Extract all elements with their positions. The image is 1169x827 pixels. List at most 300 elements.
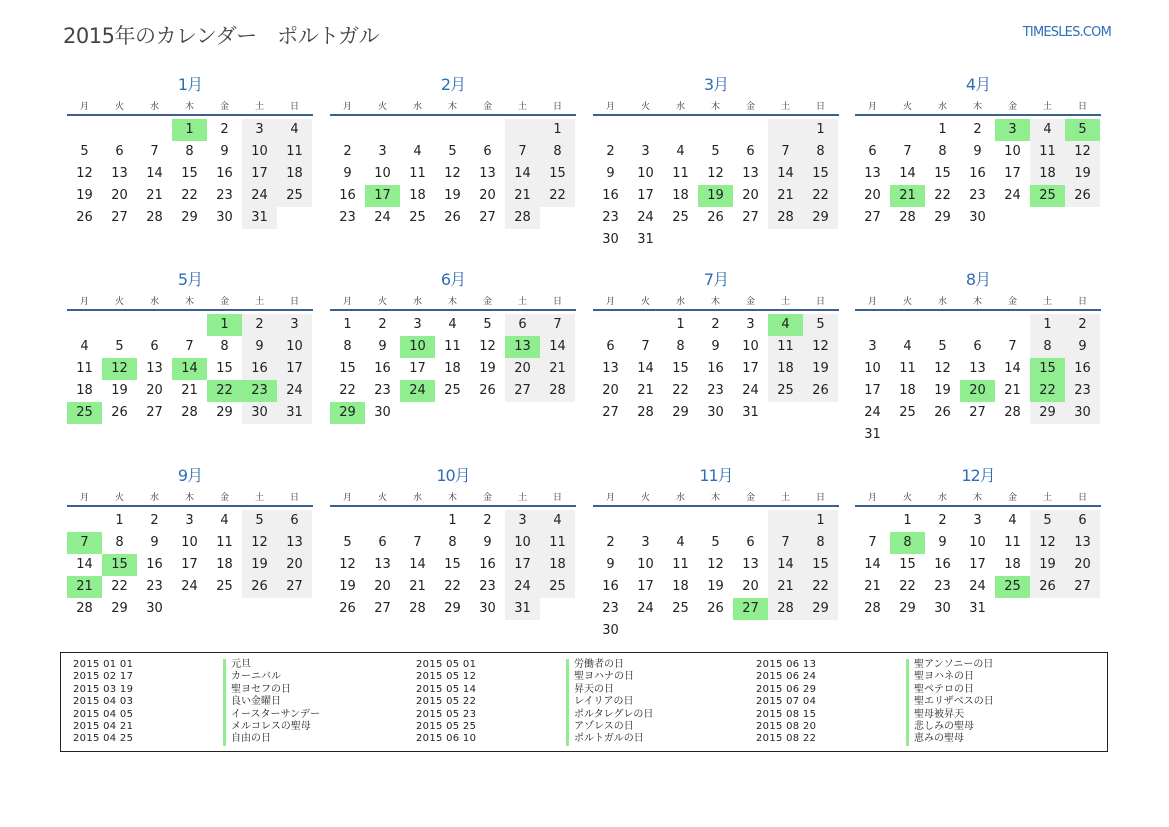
month-name: 5月 bbox=[177, 270, 203, 289]
weekday-label: 月 bbox=[79, 101, 89, 112]
weekday-header bbox=[67, 291, 313, 311]
day-cell: 25 bbox=[672, 601, 689, 616]
day-cell: 31 bbox=[742, 405, 759, 420]
weekday-label: 月 bbox=[605, 492, 615, 503]
day-cell: 21 bbox=[637, 383, 654, 398]
holiday-day-cell: 13 bbox=[505, 336, 540, 358]
holiday-name: イースターサンデー bbox=[223, 709, 320, 721]
day-grid bbox=[330, 314, 576, 424]
day-cell: 26 bbox=[479, 383, 496, 398]
empty-day-cell bbox=[890, 119, 925, 141]
day-cell: 15 bbox=[672, 361, 689, 376]
day-cell: 17 bbox=[637, 188, 654, 203]
empty-day-cell bbox=[330, 510, 365, 532]
day-cell: 22 bbox=[444, 579, 461, 594]
day-cell: 16 bbox=[707, 361, 724, 376]
day-cell: 13 bbox=[602, 361, 619, 376]
day-cell: 23 bbox=[602, 210, 619, 225]
weekday-label: 木 bbox=[710, 296, 720, 307]
day-grid bbox=[855, 510, 1101, 620]
day-cell: 28 bbox=[146, 210, 163, 225]
weekday-label: 日 bbox=[552, 101, 562, 112]
day-cell: 5 bbox=[711, 144, 720, 159]
month-name: 2月 bbox=[440, 75, 466, 94]
day-cell: 6 bbox=[973, 339, 982, 354]
weekday-label: 金 bbox=[219, 296, 229, 307]
day-cell: 20 bbox=[864, 188, 881, 203]
empty-day-cell bbox=[890, 314, 925, 336]
weekday-label: 火 bbox=[902, 101, 912, 112]
empty-day-cell bbox=[137, 314, 172, 336]
holiday-name: メルコレスの聖母 bbox=[223, 721, 311, 733]
day-cell: 21 bbox=[768, 185, 803, 207]
weekday-label: 土 bbox=[1042, 296, 1052, 307]
day-cell: 2 bbox=[938, 513, 947, 528]
day-cell: 23 bbox=[339, 210, 356, 225]
day-cell: 22 bbox=[181, 188, 198, 203]
day-cell: 17 bbox=[409, 361, 426, 376]
month-name: 11月 bbox=[699, 466, 733, 485]
holiday-date: 2015 06 24 bbox=[756, 671, 817, 683]
day-cell: 26 bbox=[803, 380, 838, 402]
day-cell: 16 bbox=[216, 166, 233, 181]
day-grid bbox=[67, 119, 313, 229]
month-block bbox=[593, 465, 839, 642]
day-cell: 26 bbox=[934, 405, 951, 420]
holiday-name: 聖アンソニーの日 bbox=[906, 659, 993, 671]
day-cell: 11 bbox=[672, 557, 689, 572]
day-cell: 2 bbox=[483, 513, 492, 528]
day-cell: 12 bbox=[1065, 141, 1100, 163]
weekday-label: 木 bbox=[710, 492, 720, 503]
month-name: 12月 bbox=[961, 466, 995, 485]
day-cell: 22 bbox=[899, 579, 916, 594]
holiday-date: 2015 02 17 bbox=[73, 671, 134, 683]
holiday-date: 2015 03 19 bbox=[73, 683, 134, 695]
day-cell: 26 bbox=[707, 210, 724, 225]
legend-row bbox=[756, 684, 994, 696]
day-cell: 4 bbox=[1008, 513, 1017, 528]
weekday-header bbox=[855, 487, 1101, 507]
day-cell: 2 bbox=[1065, 314, 1100, 336]
day-cell: 7 bbox=[903, 144, 912, 159]
holiday-date: 2015 05 12 bbox=[416, 671, 477, 683]
day-cell: 12 bbox=[479, 339, 496, 354]
day-cell: 23 bbox=[216, 188, 233, 203]
day-cell: 5 bbox=[1030, 510, 1065, 532]
empty-day-cell bbox=[172, 314, 207, 336]
day-cell: 11 bbox=[899, 361, 916, 376]
day-grid bbox=[855, 314, 1101, 446]
day-cell: 4 bbox=[80, 339, 89, 354]
weekday-label: 月 bbox=[342, 101, 352, 112]
day-grid bbox=[593, 510, 839, 642]
holiday-name: 聖ペテロの日 bbox=[906, 684, 974, 696]
day-cell: 25 bbox=[277, 185, 312, 207]
day-cell: 8 bbox=[448, 535, 457, 550]
day-cell: 8 bbox=[220, 339, 229, 354]
day-cell: 21 bbox=[864, 579, 881, 594]
weekday-label: 金 bbox=[219, 492, 229, 503]
day-cell: 19 bbox=[242, 554, 277, 576]
day-cell: 14 bbox=[76, 557, 93, 572]
day-cell: 25 bbox=[768, 380, 803, 402]
day-cell: 12 bbox=[1030, 532, 1065, 554]
day-cell: 3 bbox=[868, 339, 877, 354]
day-cell: 30 bbox=[216, 210, 233, 225]
weekday-label: 火 bbox=[377, 296, 387, 307]
day-cell: 2 bbox=[973, 122, 982, 137]
day-cell: 29 bbox=[672, 405, 689, 420]
holiday-name: 悲しみの聖母 bbox=[906, 721, 974, 733]
weekday-label: 水 bbox=[149, 492, 159, 503]
day-cell: 9 bbox=[938, 535, 947, 550]
page-title: 2015年のカレンダー ポルトガル bbox=[63, 24, 379, 48]
brand-logo-text[interactable]: TIMESLES.COM bbox=[1022, 25, 1111, 40]
day-cell: 11 bbox=[444, 339, 461, 354]
day-cell: 20 bbox=[111, 188, 128, 203]
day-cell: 21 bbox=[409, 579, 426, 594]
month-name: 8月 bbox=[965, 270, 991, 289]
day-cell: 11 bbox=[768, 336, 803, 358]
day-cell: 4 bbox=[220, 513, 229, 528]
weekday-label: 金 bbox=[482, 101, 492, 112]
day-cell: 14 bbox=[864, 557, 881, 572]
empty-day-cell bbox=[628, 119, 663, 141]
day-cell: 19 bbox=[934, 383, 951, 398]
legend-row bbox=[73, 684, 320, 696]
weekday-label: 木 bbox=[447, 101, 457, 112]
day-cell: 14 bbox=[1004, 361, 1021, 376]
day-cell: 5 bbox=[483, 317, 492, 332]
holiday-day-cell: 23 bbox=[242, 380, 277, 402]
day-cell: 24 bbox=[242, 185, 277, 207]
empty-day-cell bbox=[768, 510, 803, 532]
day-cell: 13 bbox=[742, 166, 759, 181]
day-cell: 9 bbox=[711, 339, 720, 354]
holiday-date: 2015 05 22 bbox=[416, 696, 477, 708]
day-cell: 6 bbox=[606, 339, 615, 354]
day-cell: 9 bbox=[606, 166, 615, 181]
weekday-label: 火 bbox=[114, 296, 124, 307]
weekday-label: 土 bbox=[517, 492, 527, 503]
weekday-label: 土 bbox=[517, 296, 527, 307]
empty-day-cell bbox=[663, 119, 698, 141]
day-cell: 10 bbox=[864, 361, 881, 376]
holiday-date: 2015 06 10 bbox=[416, 733, 477, 745]
day-cell: 21 bbox=[181, 383, 198, 398]
month-name: 1月 bbox=[177, 75, 203, 94]
day-cell: 21 bbox=[1004, 383, 1021, 398]
empty-day-cell bbox=[628, 510, 663, 532]
day-cell: 5 bbox=[80, 144, 89, 159]
weekday-header bbox=[593, 96, 839, 116]
day-cell: 27 bbox=[277, 576, 312, 598]
day-cell: 15 bbox=[339, 361, 356, 376]
day-cell: 4 bbox=[540, 510, 575, 532]
day-cell: 25 bbox=[444, 383, 461, 398]
weekday-label: 水 bbox=[412, 296, 422, 307]
empty-day-cell bbox=[628, 314, 663, 336]
day-cell: 29 bbox=[1030, 402, 1065, 424]
day-cell: 30 bbox=[969, 210, 986, 225]
day-cell: 27 bbox=[505, 380, 540, 402]
holiday-day-cell: 10 bbox=[400, 336, 435, 358]
day-cell: 16 bbox=[969, 166, 986, 181]
day-cell: 1 bbox=[938, 122, 947, 137]
day-cell: 29 bbox=[444, 601, 461, 616]
holiday-day-cell: 22 bbox=[1030, 380, 1065, 402]
day-cell: 1 bbox=[903, 513, 912, 528]
weekday-header bbox=[593, 291, 839, 311]
day-cell: 28 bbox=[1004, 405, 1021, 420]
day-cell: 8 bbox=[540, 141, 575, 163]
day-cell: 15 bbox=[899, 557, 916, 572]
day-cell: 7 bbox=[768, 141, 803, 163]
day-cell: 10 bbox=[1004, 144, 1021, 159]
day-cell: 6 bbox=[150, 339, 159, 354]
day-cell: 24 bbox=[864, 405, 881, 420]
empty-day-cell bbox=[593, 119, 628, 141]
day-cell: 20 bbox=[505, 358, 540, 380]
day-cell: 1 bbox=[1030, 314, 1065, 336]
day-cell: 4 bbox=[1030, 119, 1065, 141]
day-cell: 8 bbox=[676, 339, 685, 354]
weekday-label: 月 bbox=[79, 492, 89, 503]
holiday-date: 2015 04 25 bbox=[73, 733, 134, 745]
day-cell: 19 bbox=[479, 361, 496, 376]
day-cell: 10 bbox=[242, 141, 277, 163]
legend-row bbox=[73, 709, 320, 721]
weekday-label: 木 bbox=[447, 492, 457, 503]
holiday-day-cell: 1 bbox=[207, 314, 242, 336]
weekday-label: 木 bbox=[447, 296, 457, 307]
day-cell: 25 bbox=[672, 210, 689, 225]
weekday-label: 土 bbox=[780, 296, 790, 307]
empty-day-cell bbox=[102, 314, 137, 336]
weekday-label: 日 bbox=[1077, 492, 1087, 503]
day-cell: 3 bbox=[973, 513, 982, 528]
day-cell: 11 bbox=[409, 166, 426, 181]
holiday-day-cell: 15 bbox=[1030, 358, 1065, 380]
day-cell: 27 bbox=[742, 210, 759, 225]
holiday-name: 恵みの聖母 bbox=[906, 733, 964, 745]
day-cell: 3 bbox=[242, 119, 277, 141]
holiday-day-cell: 1 bbox=[172, 119, 207, 141]
weekday-label: 火 bbox=[902, 492, 912, 503]
day-cell: 9 bbox=[242, 336, 277, 358]
day-cell: 12 bbox=[803, 336, 838, 358]
day-cell: 8 bbox=[185, 144, 194, 159]
day-cell: 5 bbox=[242, 510, 277, 532]
day-cell: 12 bbox=[707, 557, 724, 572]
day-cell: 5 bbox=[711, 535, 720, 550]
day-cell: 17 bbox=[742, 361, 759, 376]
day-cell: 28 bbox=[409, 601, 426, 616]
day-cell: 8 bbox=[938, 144, 947, 159]
legend-row bbox=[73, 659, 320, 671]
day-cell: 24 bbox=[1004, 188, 1021, 203]
day-cell: 19 bbox=[111, 383, 128, 398]
month-block bbox=[593, 269, 839, 424]
weekday-header bbox=[330, 487, 576, 507]
day-cell: 23 bbox=[602, 601, 619, 616]
day-cell: 4 bbox=[676, 144, 685, 159]
empty-day-cell bbox=[102, 119, 137, 141]
day-cell: 1 bbox=[115, 513, 124, 528]
day-cell: 19 bbox=[1065, 163, 1100, 185]
day-cell: 5 bbox=[448, 144, 457, 159]
empty-day-cell bbox=[733, 510, 768, 532]
empty-day-cell bbox=[663, 510, 698, 532]
day-cell: 13 bbox=[374, 557, 391, 572]
day-cell: 2 bbox=[220, 122, 229, 137]
day-cell: 2 bbox=[378, 317, 387, 332]
day-cell: 8 bbox=[115, 535, 124, 550]
holiday-name: カーニバル bbox=[223, 671, 281, 683]
holiday-day-cell: 15 bbox=[102, 554, 137, 576]
empty-day-cell bbox=[855, 119, 890, 141]
day-cell: 26 bbox=[242, 576, 277, 598]
day-cell: 20 bbox=[742, 188, 759, 203]
day-cell: 30 bbox=[1065, 402, 1100, 424]
day-cell: 5 bbox=[115, 339, 124, 354]
day-cell: 20 bbox=[1065, 554, 1100, 576]
weekday-label: 日 bbox=[289, 101, 299, 112]
day-cell: 20 bbox=[374, 579, 391, 594]
day-grid bbox=[855, 119, 1101, 229]
day-cell: 23 bbox=[934, 579, 951, 594]
holiday-name: 自由の日 bbox=[223, 733, 271, 745]
day-cell: 6 bbox=[505, 314, 540, 336]
legend-row bbox=[416, 671, 653, 683]
day-cell: 1 bbox=[676, 317, 685, 332]
day-cell: 26 bbox=[76, 210, 93, 225]
weekday-label: 土 bbox=[254, 492, 264, 503]
day-cell: 29 bbox=[803, 207, 838, 229]
weekday-label: 木 bbox=[184, 101, 194, 112]
day-cell: 17 bbox=[181, 557, 198, 572]
holiday-day-cell: 8 bbox=[890, 532, 925, 554]
day-cell: 21 bbox=[768, 576, 803, 598]
holiday-day-cell: 20 bbox=[960, 380, 995, 402]
empty-day-cell bbox=[593, 314, 628, 336]
day-cell: 28 bbox=[505, 207, 540, 229]
day-cell: 12 bbox=[934, 361, 951, 376]
month-block bbox=[330, 465, 576, 620]
day-cell: 31 bbox=[864, 427, 881, 442]
day-cell: 20 bbox=[479, 188, 496, 203]
legend-row bbox=[416, 709, 653, 721]
holiday-day-cell: 25 bbox=[67, 402, 102, 424]
weekday-label: 土 bbox=[254, 296, 264, 307]
day-cell: 27 bbox=[146, 405, 163, 420]
day-cell: 6 bbox=[868, 144, 877, 159]
holiday-date: 2015 04 05 bbox=[73, 708, 134, 720]
empty-day-cell bbox=[365, 119, 400, 141]
holiday-name: 聖ヨハネの日 bbox=[906, 671, 974, 683]
day-cell: 16 bbox=[1065, 358, 1100, 380]
empty-day-cell bbox=[733, 119, 768, 141]
day-cell: 22 bbox=[339, 383, 356, 398]
day-cell: 10 bbox=[637, 166, 654, 181]
weekday-label: 水 bbox=[937, 101, 947, 112]
day-cell: 23 bbox=[1065, 380, 1100, 402]
weekday-label: 月 bbox=[867, 101, 877, 112]
day-cell: 9 bbox=[378, 339, 387, 354]
holiday-day-cell: 29 bbox=[330, 402, 365, 424]
weekday-label: 火 bbox=[114, 101, 124, 112]
day-cell: 10 bbox=[374, 166, 391, 181]
day-cell: 28 bbox=[864, 601, 881, 616]
day-cell: 7 bbox=[413, 535, 422, 550]
day-cell: 27 bbox=[602, 405, 619, 420]
holiday-name: 聖母被昇天 bbox=[906, 709, 964, 721]
legend-row bbox=[756, 696, 994, 708]
day-cell: 26 bbox=[444, 210, 461, 225]
day-cell: 30 bbox=[602, 623, 619, 638]
weekday-label: 木 bbox=[972, 296, 982, 307]
day-cell: 19 bbox=[339, 579, 356, 594]
day-cell: 15 bbox=[216, 361, 233, 376]
day-cell: 8 bbox=[1030, 336, 1065, 358]
day-cell: 21 bbox=[505, 185, 540, 207]
legend-row bbox=[73, 671, 320, 683]
day-cell: 5 bbox=[343, 535, 352, 550]
legend-row bbox=[756, 671, 994, 683]
day-cell: 31 bbox=[637, 232, 654, 247]
day-cell: 13 bbox=[277, 532, 312, 554]
day-cell: 17 bbox=[242, 163, 277, 185]
legend-row bbox=[416, 733, 653, 745]
day-cell: 23 bbox=[479, 579, 496, 594]
day-cell: 3 bbox=[413, 317, 422, 332]
weekday-label: 日 bbox=[289, 492, 299, 503]
weekday-label: 火 bbox=[114, 492, 124, 503]
day-cell: 31 bbox=[277, 402, 312, 424]
legend-row bbox=[73, 721, 320, 733]
day-cell: 17 bbox=[277, 358, 312, 380]
month-block bbox=[67, 269, 313, 424]
day-cell: 14 bbox=[505, 163, 540, 185]
day-cell: 9 bbox=[483, 535, 492, 550]
empty-day-cell bbox=[698, 119, 733, 141]
day-cell: 30 bbox=[479, 601, 496, 616]
day-cell: 9 bbox=[150, 535, 159, 550]
day-cell: 2 bbox=[606, 144, 615, 159]
legend-row bbox=[416, 684, 653, 696]
day-cell: 13 bbox=[969, 361, 986, 376]
holiday-name: 聖ヨセフの日 bbox=[223, 684, 291, 696]
day-cell: 16 bbox=[934, 557, 951, 572]
weekday-label: 月 bbox=[79, 296, 89, 307]
day-cell: 14 bbox=[540, 336, 575, 358]
legend-column bbox=[756, 659, 994, 746]
day-cell: 17 bbox=[637, 579, 654, 594]
day-cell: 4 bbox=[413, 144, 422, 159]
empty-day-cell bbox=[470, 119, 505, 141]
empty-day-cell bbox=[435, 119, 470, 141]
day-cell: 27 bbox=[374, 601, 391, 616]
day-cell: 3 bbox=[505, 510, 540, 532]
day-cell: 20 bbox=[742, 579, 759, 594]
legend-row bbox=[416, 696, 653, 708]
day-cell: 9 bbox=[1065, 336, 1100, 358]
day-cell: 1 bbox=[343, 317, 352, 332]
empty-day-cell bbox=[593, 510, 628, 532]
day-cell: 12 bbox=[242, 532, 277, 554]
day-cell: 24 bbox=[181, 579, 198, 594]
